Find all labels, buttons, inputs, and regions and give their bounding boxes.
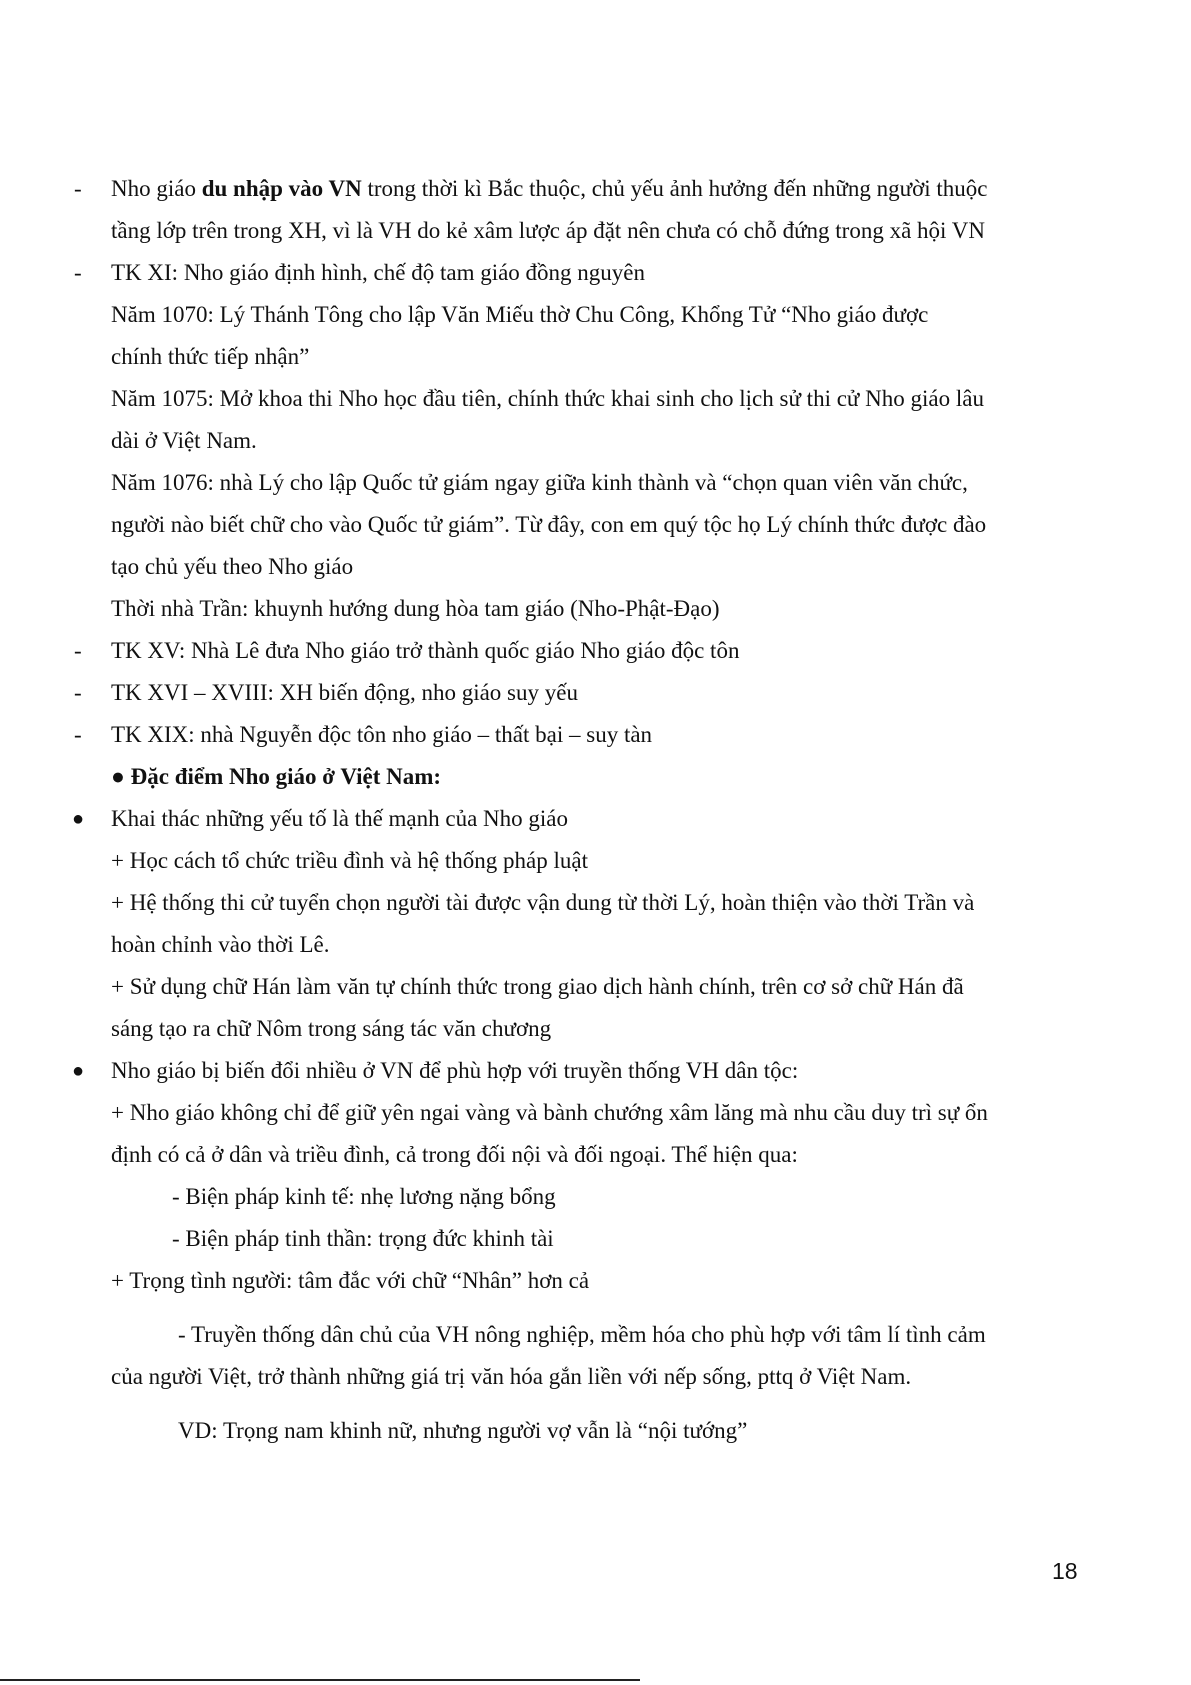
text-line: Khai thác những yếu tố là thế mạnh của Nho giáo bbox=[111, 806, 569, 831]
bullet-marker: ● bbox=[72, 1060, 85, 1082]
text-line: chính thức tiếp nhận” bbox=[111, 344, 310, 369]
text-line: + Học cách tổ chức triều đình và hệ thống pháp luật bbox=[111, 848, 588, 873]
text-line: hoàn chỉnh vào thời Lê. bbox=[111, 932, 330, 957]
bold-text: du nhập vào VN bbox=[201, 176, 362, 201]
text-line: Năm 1070: Lý Thánh Tông cho lập Văn Miếu thờ Chu Công, Khổng Tử “Nho giáo được bbox=[111, 302, 929, 327]
text-line: TK XV: Nhà Lê đưa Nho giáo trở thành quốc giáo Nho giáo độc tôn bbox=[111, 638, 740, 663]
text-line: TK XVI – XVIII: XH biến động, nho giáo suy yếu bbox=[111, 680, 578, 705]
page-number: 18 bbox=[1052, 1558, 1078, 1584]
section-heading: ● Đặc điểm Nho giáo ở Việt Nam: bbox=[111, 764, 442, 789]
text-line: - Biện pháp tinh thần: trọng đức khinh tài bbox=[172, 1226, 554, 1251]
text-line: tầng lớp trên trong XH, vì là VH do kẻ xâm lược áp đặt nên chưa có chỗ đứng trong xã hội VN bbox=[111, 218, 985, 243]
text-line: Năm 1075: Mở khoa thi Nho học đầu tiên, chính thức khai sinh cho lịch sử thi cử Nho giáo lâu bbox=[111, 386, 984, 411]
text-line: - Biện pháp kinh tế: nhẹ lương nặng bổng bbox=[172, 1184, 556, 1209]
text-segment: Nho giáo bbox=[111, 176, 202, 201]
dash-marker: - bbox=[74, 260, 82, 285]
text-line: Nho giáo bị biến đổi nhiều ở VN để phù hợp với truyền thống VH dân tộc: bbox=[111, 1058, 799, 1083]
bullet-marker: ● bbox=[72, 808, 85, 830]
text-line: tạo chủ yếu theo Nho giáo bbox=[111, 554, 354, 579]
dash-marker: - bbox=[74, 722, 82, 747]
text-line: TK XIX: nhà Nguyễn độc tôn nho giáo – thất bại – suy tàn bbox=[111, 722, 653, 747]
dash-marker: - bbox=[74, 680, 82, 705]
text-line: định có cả ở dân và triều đình, cả trong đối nội và đối ngoại. Thể hiện qua: bbox=[111, 1142, 798, 1167]
text-line bbox=[111, 174, 988, 204]
text-line: VD: Trọng nam khinh nữ, nhưng người vợ vẫn là “nội tướng” bbox=[178, 1418, 748, 1443]
text-line: + Nho giáo không chỉ để giữ yên ngai vàng và bành chướng xâm lăng mà nhu cầu duy trì sự ổn bbox=[111, 1100, 988, 1125]
text-line: Thời nhà Trần: khuynh hướng dung hòa tam giáo (Nho-Phật-Đạo) bbox=[111, 596, 720, 621]
text-line: người nào biết chữ cho vào Quốc tử giám”. Từ đây, con em quý tộc họ Lý chính thức được đào bbox=[111, 512, 987, 537]
text-line: của người Việt, trở thành những giá trị văn hóa gắn liền với nếp sống, pttq ở Việt Nam. bbox=[111, 1364, 912, 1389]
text-line: Năm 1076: nhà Lý cho lập Quốc tử giám ngay giữa kinh thành và “chọn quan viên văn chức, bbox=[111, 470, 968, 495]
text-line: + Hệ thống thi cử tuyển chọn người tài được vận dung từ thời Lý, hoàn thiện vào thời Trần và bbox=[111, 890, 975, 915]
footer-divider bbox=[0, 1679, 640, 1681]
text-line: TK XI: Nho giáo định hình, chế độ tam giáo đồng nguyên bbox=[111, 260, 646, 285]
text-line: + Trọng tình người: tâm đắc với chữ “Nhân” hơn cả bbox=[111, 1268, 590, 1293]
text-line: dài ở Việt Nam. bbox=[111, 428, 257, 453]
dash-marker: - bbox=[74, 176, 82, 201]
text-line: - Truyền thống dân chủ của VH nông nghiệp, mềm hóa cho phù hợp với tâm lí tình cảm bbox=[178, 1322, 986, 1347]
text-line: + Sử dụng chữ Hán làm văn tự chính thức trong giao dịch hành chính, trên cơ sở chữ Hán đã bbox=[111, 974, 964, 999]
text-line: sáng tạo ra chữ Nôm trong sáng tác văn chương bbox=[111, 1016, 552, 1041]
dash-marker: - bbox=[74, 638, 82, 663]
text-segment: trong thời kì Bắc thuộc, chủ yếu ảnh hưởng đến những người thuộc bbox=[361, 176, 988, 201]
